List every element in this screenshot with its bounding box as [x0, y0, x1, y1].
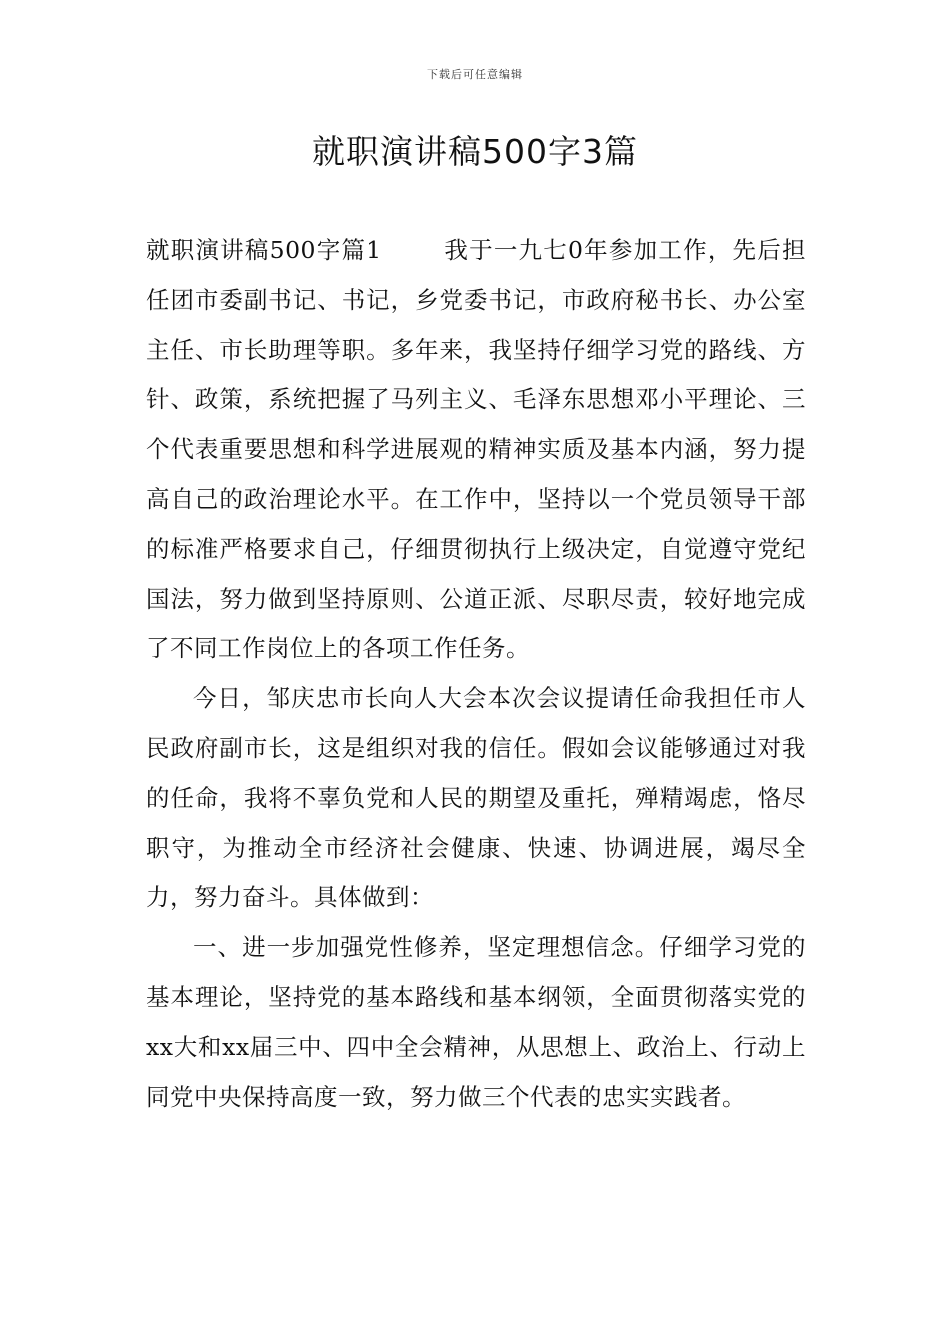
paragraph-1: [146, 226, 806, 674]
document-title: 就职演讲稿500字3篇: [312, 132, 638, 171]
paragraph-1-text: 我于一九七0年参加工作，先后担任团市委副书记、书记，乡党委书记，市政府秘书长、办公室主任、市长助理等职。多年来，我坚持仔细学习党的路线、方针、政策，系统把握了马列主义、毛泽东思想邓小平理论、三个代表重要思想和科学进展观的精神实质及基本内涵，努力提高自己的政治理论水平。在工作中，坚持以一个党员领导干部的标准严格要求自己，仔细贯彻执行上级决定，自觉遵守党纪国法，努力做到坚持原则、公道正派、尽职尽责，较好地完成了不同工作岗位上的各项工作任务。: [146, 236, 807, 663]
paragraph-2: 今日，邹庆忠市长向人大会本次会议提请任命我担任市人民政府副市长，这是组织对我的信任。假如会议能够通过对我的任命，我将不辜负党和人民的期望及重托，殚精竭虑，恪尽职守，为推动全市经济社会健康、快速、协调进展，竭尽全力，努力奋斗。具体做到：: [146, 684, 806, 912]
paragraph-3: 一、进一步加强党性修养，坚定理想信念。仔细学习党的基本理论，坚持党的基本路线和基本纲领，全面贯彻落实党的xx大和xx届三中、四中全会精神，从思想上、政治上、行动上同党中央保持高度一致，努力做三个代表的忠实实践者。: [146, 933, 806, 1111]
header-note: 下载后可任意编辑: [427, 68, 523, 81]
document-body: [146, 226, 806, 1122]
section-label: 就职演讲稿500字篇1: [146, 236, 382, 264]
